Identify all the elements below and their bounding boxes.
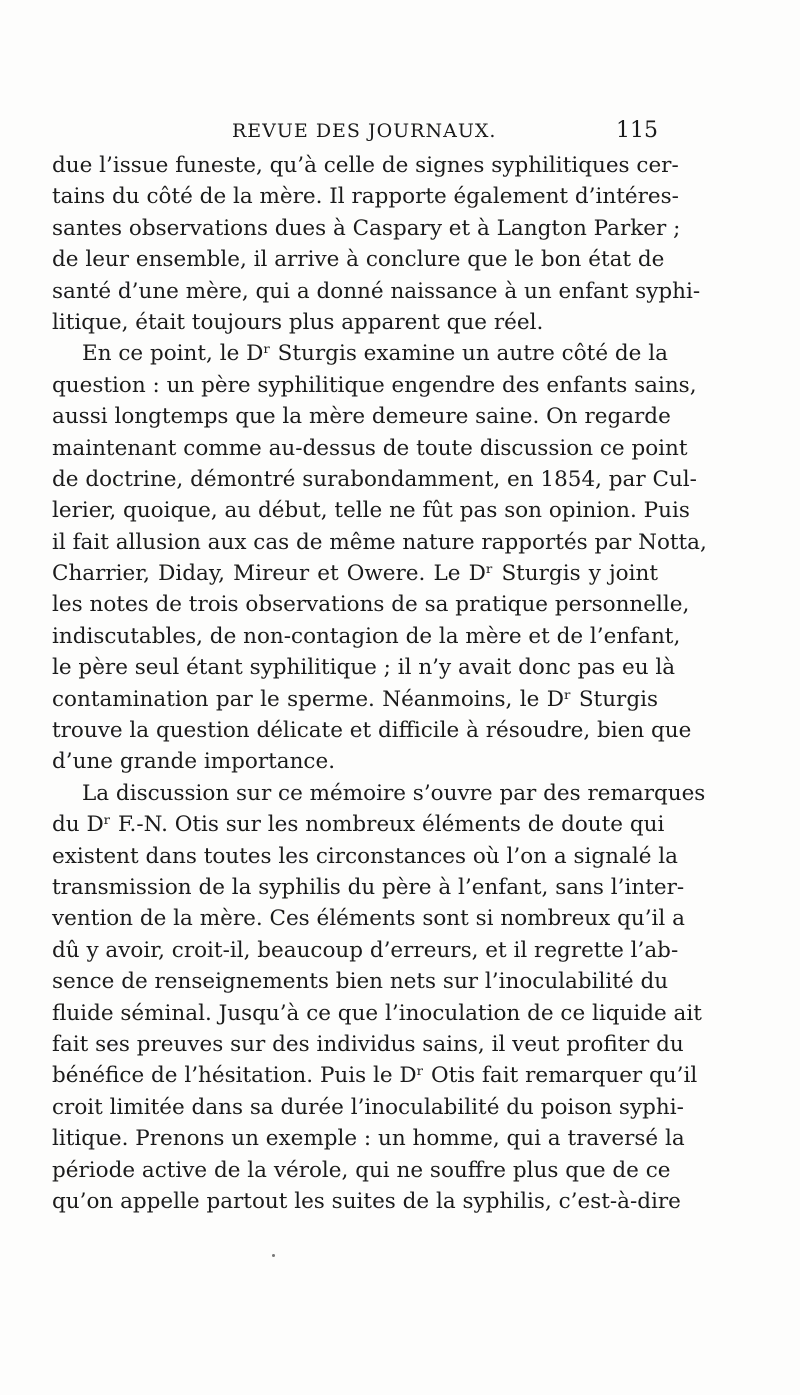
text-line: litique. Prenons un exemple : un homme, qui a traversé la bbox=[52, 1126, 685, 1152]
text-line: existent dans toutes les circonstances où l’on a signalé la bbox=[52, 843, 678, 869]
text-line: santé d’une mère, qui a donné naissance à un enfant syphi- bbox=[52, 278, 701, 304]
running-title: REVUE DES JOURNAUX. bbox=[232, 120, 497, 142]
running-head bbox=[52, 118, 658, 146]
text-line: d’une grande importance. bbox=[52, 749, 336, 775]
text-line: du Dʳ F.-N. Otis sur les nombreux éléments de doute qui bbox=[52, 812, 665, 838]
text-line: le père seul étant syphilitique ; il n’y avait donc pas eu là bbox=[52, 655, 676, 681]
text-line: de leur ensemble, il arrive à conclure que le bon état de bbox=[52, 247, 665, 273]
text-line: fluide séminal. Jusqu’à ce que l’inoculation de ce liquide ait bbox=[52, 1000, 702, 1026]
text-line: La discussion sur ce mémoire s’ouvre par des remarques bbox=[82, 780, 706, 806]
text-line: il fait allusion aux cas de même nature rapportés par Notta, bbox=[52, 529, 707, 555]
text-line: En ce point, le Dʳ Sturgis examine un autre côté de la bbox=[82, 341, 668, 367]
text-line: question : un père syphilitique engendre des enfants sains, bbox=[52, 372, 697, 398]
ink-speck bbox=[272, 1254, 275, 1257]
text-line: de doctrine, démontré surabondamment, en 1854, par Cul- bbox=[52, 466, 697, 492]
paragraph-1 bbox=[52, 150, 701, 338]
paragraph-2 bbox=[52, 338, 707, 777]
text-line: transmission de la syphilis du père à l’enfant, sans l’inter- bbox=[52, 874, 685, 900]
text-line: Charrier, Diday, Mireur et Owere. Le Dʳ Sturgis y joint bbox=[52, 561, 658, 587]
text-line: tains du côté de la mère. Il rapporte également d’intéres- bbox=[52, 184, 679, 210]
text-line: sence de renseignements bien nets sur l’inoculabilité du bbox=[52, 969, 669, 995]
text-line: croit limitée dans sa durée l’inoculabilité du poison syphi- bbox=[52, 1094, 684, 1120]
text-line: lerier, quoique, au début, telle ne fût pas son opinion. Puis bbox=[52, 498, 690, 524]
body-text bbox=[52, 150, 707, 1217]
text-line: santes observations dues à Caspary et à Langton Parker ; bbox=[52, 215, 681, 241]
text-line: les notes de trois observations de sa pratique personnelle, bbox=[52, 592, 690, 618]
text-line: due l’issue funeste, qu’à celle de signes syphilitiques cer- bbox=[52, 153, 679, 178]
text-line: trouve la question délicate et difficile à résoudre, bien que bbox=[52, 718, 692, 744]
text-line: dû y avoir, croit-il, beaucoup d’erreurs, et il regrette l’ab- bbox=[52, 937, 679, 963]
text-line: aussi longtemps que la mère demeure saine. On regarde bbox=[52, 404, 671, 430]
text-line: vention de la mère. Ces éléments sont si nombreux qu’il a bbox=[52, 906, 685, 932]
text-line: contamination par le sperme. Néanmoins, le Dʳ Sturgis bbox=[52, 686, 658, 712]
text-line: maintenant comme au-dessus de toute discussion ce point bbox=[52, 435, 688, 461]
paragraph-3 bbox=[52, 778, 706, 1217]
text-line: fait ses preuves sur des individus sains, il veut profiter du bbox=[52, 1031, 684, 1057]
text-line: indiscutables, de non-contagion de la mère et de l’enfant, bbox=[52, 623, 681, 649]
text-line: litique, était toujours plus apparent que réel. bbox=[52, 309, 544, 335]
text-line: bénéfice de l’hésitation. Puis le Dʳ Otis fait remarquer qu’il bbox=[52, 1063, 698, 1089]
text-line: qu’on appelle partout les suites de la syphilis, c’est-à-dire bbox=[52, 1188, 681, 1214]
text-line: période active de la vérole, qui ne souffre plus que de ce bbox=[52, 1157, 671, 1183]
page-number: 115 bbox=[616, 118, 658, 143]
